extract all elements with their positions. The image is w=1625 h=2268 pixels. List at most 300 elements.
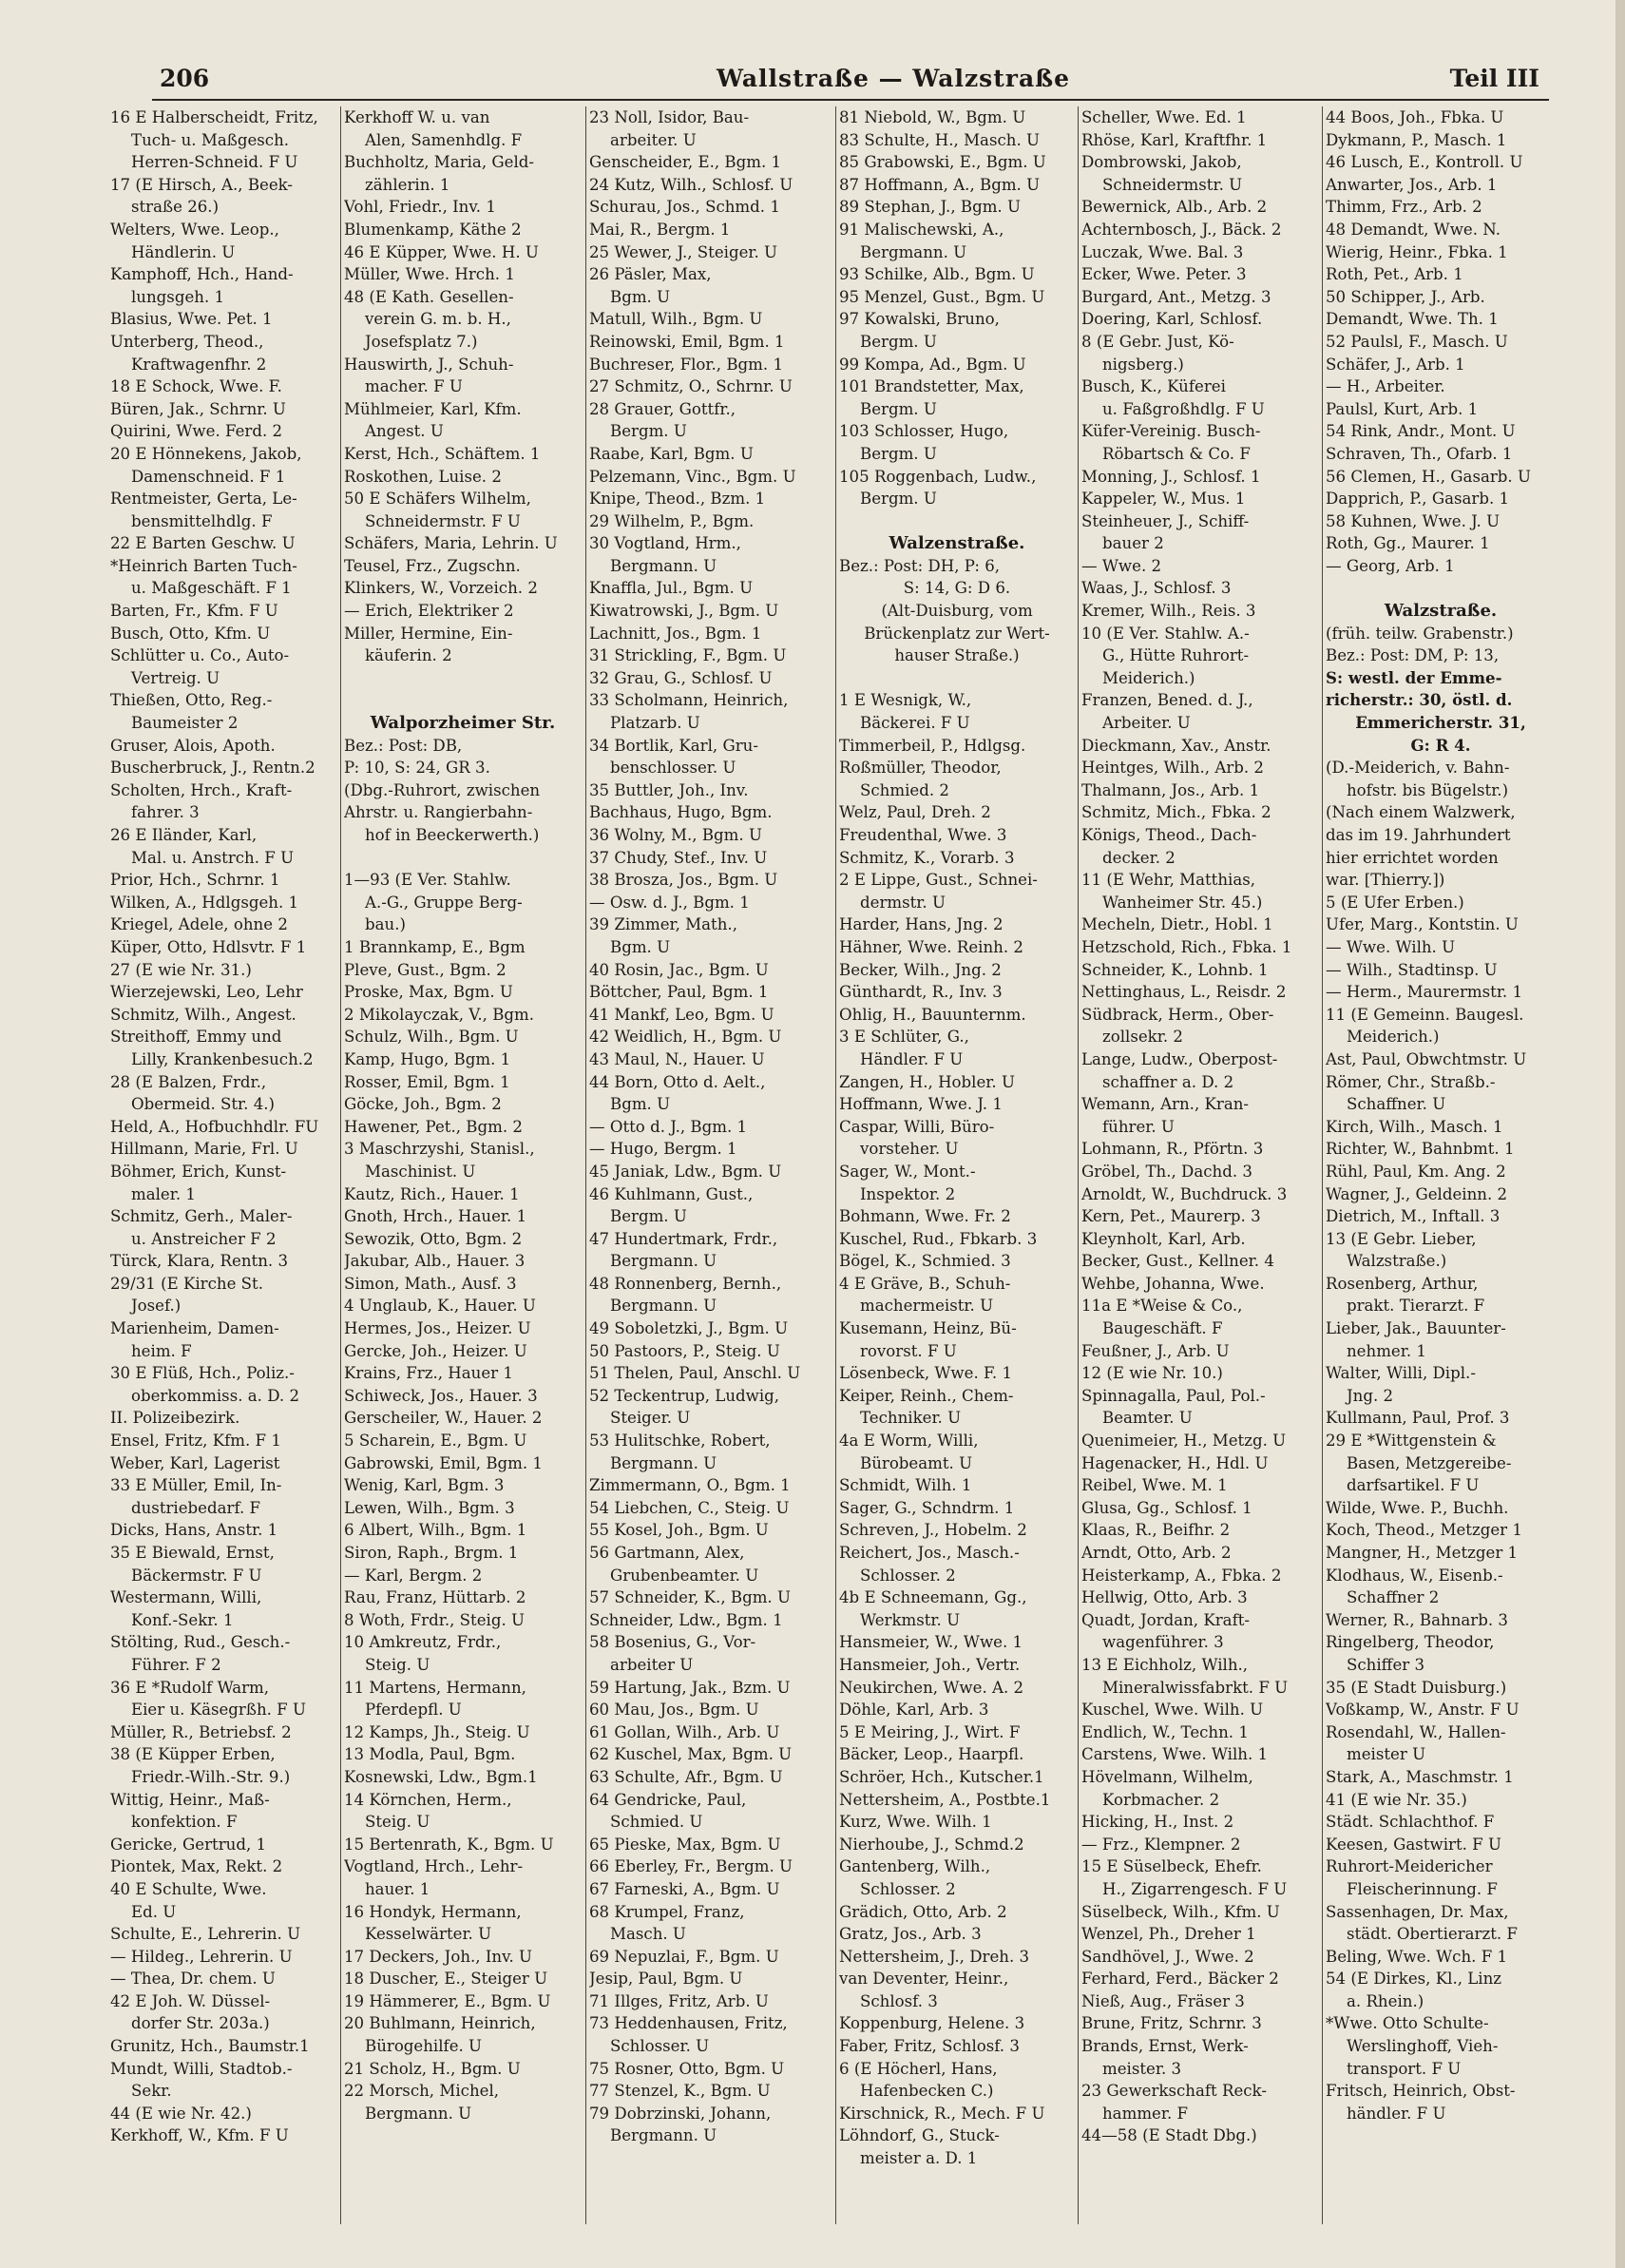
entry-line: Walzstraße.) <box>1347 1252 1447 1271</box>
entry-line: Hillmann, Marie, Frl. U <box>110 1140 298 1159</box>
entry-line: Führer. F 2 <box>131 1655 221 1674</box>
entry-line: Steig. U <box>365 1813 430 1832</box>
entry-line: Gantenberg, Wilh., <box>839 1857 991 1876</box>
entry-line: Alen, Samenhdlg. F <box>365 130 523 149</box>
entry-line: 29/31 (E Kirche St. <box>110 1274 263 1293</box>
entry-line: 32 Grau, G., Schlosf. U <box>589 668 773 687</box>
entry-line: Mühlmeier, Karl, Kfm. <box>344 399 522 418</box>
entry-line: (Nach einem Walzwerk, <box>1326 803 1516 822</box>
entry-line: Döhle, Karl, Arb. 3 <box>839 1701 989 1720</box>
entry-line: 79 Dobrzinski, Johann, <box>589 2104 772 2123</box>
entry-line: Paulsl, Kurt, Arb. 1 <box>1326 399 1479 418</box>
entry-line: Mecheln, Dietr., Hobl. 1 <box>1081 915 1273 934</box>
entry-line: Heisterkamp, A., Fbka. 2 <box>1081 1566 1282 1585</box>
entry-line: 4b E Schneemann, Gg., <box>839 1588 1027 1607</box>
entry-line: — Osw. d. J., Bgm. 1 <box>589 893 750 912</box>
entry-line: Bohmann, Wwe. Fr. 2 <box>839 1207 1011 1226</box>
entry-line: 35 E Biewald, Ernst, <box>110 1544 275 1562</box>
entry-line: 14 Körnchen, Herm., <box>344 1790 512 1809</box>
entry-line: Welters, Wwe. Leop., <box>110 220 279 239</box>
entry-line: — Frz., Klempner. 2 <box>1081 1835 1241 1854</box>
entry-line: 40 Rosin, Jac., Bgm. U <box>589 960 769 979</box>
entry-line: Josef.) <box>131 1297 182 1316</box>
entry-line: Wierig, Heinr., Fbka. 1 <box>1326 242 1508 261</box>
entry-line: 16 Hondyk, Hermann, <box>344 1902 522 1921</box>
entry-line: Bergm. U <box>860 399 937 418</box>
spacer <box>344 847 582 870</box>
entry-line: Vertreig. U <box>131 668 220 687</box>
entry-line: Freudenthal, Wwe. 3 <box>839 826 1007 844</box>
entry-line: Unterberg, Theod., <box>110 332 264 351</box>
entry-line: A.-G., Gruppe Berg- <box>365 893 523 912</box>
entry-line: (D.-Meiderich, v. Bahn- <box>1326 759 1510 778</box>
entry-line: Löhndorf, G., Stuck- <box>839 2126 1000 2145</box>
entry-line: 54 Rink, Andr., Mont. U <box>1326 422 1516 441</box>
entry-line: Werkmstr. U <box>860 1610 961 1629</box>
entry-line: 65 Pieske, Max, Bgm. U <box>589 1835 781 1854</box>
entry-line: Bergmann. U <box>610 1297 717 1316</box>
entry-line: Bewernick, Alb., Arb. 2 <box>1081 198 1268 217</box>
entry-line: Proske, Max, Bgm. U <box>344 983 513 1002</box>
entry-line: Klaas, R., Beifhr. 2 <box>1081 1521 1231 1540</box>
entry-line: Schurau, Jos., Schmd. 1 <box>589 198 780 217</box>
entry-line: Dietrich, M., Inftall. 3 <box>1326 1207 1501 1226</box>
entry-line: Bgm. U <box>610 937 671 956</box>
entry-line: Burgard, Ant., Metzg. 3 <box>1081 287 1271 306</box>
entry-line: Mineralwissfabrkt. F U <box>1102 1678 1289 1697</box>
entry-line: Bachhaus, Hugo, Bgm. <box>589 803 773 822</box>
entry-line: Beamter. U <box>1102 1409 1193 1428</box>
entry-line: 58 Bosenius, G., Vor- <box>589 1633 756 1652</box>
entry-line: Böttcher, Paul, Bgm. 1 <box>589 983 769 1002</box>
entry-line: Schlosser. 2 <box>860 1566 956 1585</box>
entry-line: nigsberg.) <box>1102 355 1184 374</box>
entry-line: Miller, Hermine, Ein- <box>344 624 513 643</box>
entry-line: Vohl, Friedr., Inv. 1 <box>344 198 496 217</box>
entry-line: Blasius, Wwe. Pet. 1 <box>110 310 273 329</box>
entry-line: 99 Kompa, Ad., Bgm. U <box>839 355 1026 374</box>
entry-line: Rhöse, Karl, Kraftfhr. 1 <box>1081 130 1268 149</box>
header-rule <box>152 99 1549 101</box>
entry-line: 54 (E Dirkes, Kl., Linz <box>1326 1970 1502 1989</box>
entry-line: Baugeschäft. F <box>1102 1319 1223 1338</box>
entry-line: nehmer. 1 <box>1347 1341 1426 1360</box>
entry-line: Reichert, Jos., Masch.- <box>839 1544 1020 1562</box>
entry-line: Königs, Theod., Dach- <box>1081 826 1257 844</box>
entry-line: Bez.: Post: DH, P: 6, <box>839 556 1001 575</box>
entry-line: Gerscheiler, W., Hauer. 2 <box>344 1409 543 1428</box>
entry-line: Küper, Otto, Hdlsvtr. F 1 <box>110 937 307 956</box>
entry-line: Wagner, J., Geldeinn. 2 <box>1326 1184 1508 1203</box>
entry-line: Rau, Franz, Hüttarb. 2 <box>344 1588 526 1607</box>
entry-line: 101 Brandstetter, Max, <box>839 377 1024 396</box>
entry-line: benschlosser. U <box>610 759 736 778</box>
entry-line: Ast, Paul, Obwchtmstr. U <box>1326 1049 1527 1068</box>
entry-line: Ed. U <box>131 1902 177 1921</box>
entry-line: 2 E Lippe, Gust., Schnei- <box>839 871 1038 890</box>
entry-line: Brückenplatz zur Wert- <box>864 624 1050 643</box>
entry-line: Kesselwärter. U <box>365 1925 492 1944</box>
entry-line: Klodhaus, W., Eisenb.- <box>1326 1566 1503 1585</box>
entry-line: Werslinghoff, Vieh- <box>1347 2037 1499 2056</box>
entry-line: Schneider, K., Lohnb. 1 <box>1081 960 1269 979</box>
entry-line: 1 Brannkamp, E., Bgm <box>344 937 526 956</box>
entry-line: 45 Janiak, Ldw., Bgm. U <box>589 1162 782 1181</box>
entry-line: Meiderich.) <box>1102 668 1195 687</box>
street-heading: Walporzheimer Str. <box>370 713 556 734</box>
entry-line: Kleynholt, Karl, Arb. <box>1081 1229 1246 1248</box>
entry-line: Koch, Theod., Metzger 1 <box>1326 1521 1522 1540</box>
entry-line: 38 Brosza, Jos., Bgm. U <box>589 871 778 890</box>
entry-line: Kusemann, Heinz, Bü- <box>839 1319 1017 1338</box>
entry-line: — Erich, Elektriker 2 <box>344 602 514 621</box>
entry-line: Klinkers, W., Vorzeich. 2 <box>344 579 538 598</box>
column-divider <box>1322 106 1323 2224</box>
entry-line: Wilken, A., Hdlgsgeh. 1 <box>110 893 299 912</box>
entry-line: Müller, R., Betriebsf. 2 <box>110 1722 292 1741</box>
entry-line: Hicking, H., Inst. 2 <box>1081 1813 1234 1832</box>
entry-line: 29 E *Wittgenstein & <box>1326 1432 1497 1451</box>
entry-line: Mal. u. Anstrch. F U <box>131 848 295 867</box>
entry-line: Gröbel, Th., Dachd. 3 <box>1081 1162 1252 1181</box>
entry-line: Südbrack, Herm., Ober- <box>1081 1005 1274 1024</box>
entry-line: Scholten, Hrch., Kraft- <box>110 780 293 799</box>
entry-line: Ferhard, Ferd., Bäcker 2 <box>1081 1970 1279 1989</box>
entry-line: hof in Beeckerwerth.) <box>365 826 540 844</box>
entry-line: — Wwe. Wilh. U <box>1326 937 1456 956</box>
entry-line: Schmied. 2 <box>860 780 949 799</box>
entry-line: 46 Lusch, E., Kontroll. U <box>1326 153 1523 172</box>
entry-line: — Wilh., Stadtinsp. U <box>1326 960 1498 979</box>
entry-line: Bürobeamt. U <box>860 1453 973 1472</box>
entry-line: Zimmermann, O., Bgm. 1 <box>589 1476 791 1495</box>
entry-line: Bergmann. U <box>610 1453 717 1472</box>
entry-line: Bäckermstr. F U <box>131 1566 262 1585</box>
entry-line: decker. 2 <box>1102 848 1176 867</box>
entry-line: straße 26.) <box>131 198 220 217</box>
entry-line: Göcke, Joh., Bgm. 2 <box>344 1095 502 1114</box>
entry-line: 36 E *Rudolf Warm, <box>110 1678 270 1697</box>
entry-line: 30 E Flüß, Hch., Poliz.- <box>110 1364 295 1383</box>
entry-line: 58 Kuhnen, Wwe. J. U <box>1326 511 1501 530</box>
entry-line: 56 Clemen, H., Gasarb. U <box>1326 467 1531 486</box>
entry-line: — H., Arbeiter. <box>1326 377 1445 396</box>
entry-line: Wanheimer Str. 45.) <box>1102 893 1263 912</box>
entry-line: zählerin. 1 <box>365 175 450 194</box>
entry-line: 47 Hundertmark, Frdr., <box>589 1229 778 1248</box>
entry-line: Becker, Wilh., Jng. 2 <box>839 960 1002 979</box>
entry-line: Faber, Fritz, Schlosf. 3 <box>839 2037 1020 2056</box>
entry-line: 50 E Schäfers Wilhelm, <box>344 490 531 509</box>
entry-line: Thimm, Frz., Arb. 2 <box>1326 198 1482 217</box>
entry-line: Zangen, H., Hobler. U <box>839 1072 1015 1091</box>
entry-line: 51 Thelen, Paul, Anschl. U <box>589 1364 801 1383</box>
entry-line: 39 Zimmer, Math., <box>589 915 737 934</box>
spacer <box>839 510 1075 533</box>
entry-line: 35 (E Stadt Duisburg.) <box>1326 1678 1507 1697</box>
entry-line: Hawener, Pet., Bgm. 2 <box>344 1117 523 1136</box>
entry-line: 26 Päsler, Max, <box>589 265 712 284</box>
column-6 <box>1326 106 1556 2224</box>
entry-line: Schraven, Th., Ofarb. 1 <box>1326 444 1513 463</box>
entry-line: 85 Grabowski, E., Bgm. U <box>839 153 1046 172</box>
entry-line: 1—93 (E Ver. Stahlw. <box>344 871 511 890</box>
spacer <box>839 667 1075 690</box>
entry-line: G., Hütte Ruhrort- <box>1102 646 1250 665</box>
entry-line: Roth, Pet., Arb. 1 <box>1326 265 1463 284</box>
entry-line: 68 Krumpel, Franz, <box>589 1902 745 1921</box>
entry-line: Demandt, Wwe. Th. 1 <box>1326 310 1499 329</box>
entry-line: Jng. 2 <box>1347 1386 1394 1405</box>
entry-line: Böhmer, Erich, Kunst- <box>110 1162 287 1181</box>
entry-line: Händler. F U <box>860 1049 964 1068</box>
entry-line: macher. F U <box>365 377 463 396</box>
entry-line: 38 (E Küpper Erben, <box>110 1745 276 1764</box>
entry-line: Richter, W., Bahnbmt. 1 <box>1326 1140 1515 1159</box>
column-divider <box>1078 106 1079 2224</box>
entry-line: Vogtland, Hrch., Lehr- <box>344 1857 524 1876</box>
entry-line: — Georg, Arb. 1 <box>1326 556 1455 575</box>
entry-line: Dicks, Hans, Anstr. 1 <box>110 1521 278 1540</box>
entry-line: Gratz, Jos., Arb. 3 <box>839 1925 982 1944</box>
entry-line: 2 Mikolayczak, V., Bgm. <box>344 1005 535 1024</box>
entry-line: Glusa, Gg., Schlosf. 1 <box>1081 1498 1252 1517</box>
entry-line: 13 Modla, Paul, Bgm. <box>344 1745 516 1764</box>
entry-line: Bergmann. U <box>610 2126 717 2145</box>
entry-line: händler. F U <box>1347 2104 1446 2123</box>
entry-line: Becker, Gust., Kellner. 4 <box>1081 1252 1274 1271</box>
entry-line: Bgm. U <box>610 1095 671 1114</box>
entry-line: Schmidt, Wilh. 1 <box>839 1476 972 1495</box>
entry-line: Kerkhoff W. u. van <box>344 108 490 126</box>
entry-line: 105 Roggenbach, Ludw., <box>839 467 1037 486</box>
entry-line: 44 Boos, Joh., Fbka. U <box>1326 108 1504 126</box>
entry-line: Jakubar, Alb., Hauer. 3 <box>344 1252 526 1271</box>
entry-line: Maschinist. U <box>365 1162 476 1181</box>
entry-line: Busch, K., Küferei <box>1081 377 1226 396</box>
entry-line: Caspar, Willi, Büro- <box>839 1117 995 1136</box>
entry-line: Welz, Paul, Dreh. 2 <box>839 803 991 822</box>
entry-line: (früh. teilw. Grabenstr.) <box>1326 624 1514 643</box>
entry-line: lungsgeh. 1 <box>131 287 225 306</box>
entry-line: Hövelmann, Wilhelm, <box>1081 1767 1253 1786</box>
entry-line: 25 Wewer, J., Steiger. U <box>589 242 778 261</box>
entry-line: 28 Grauer, Gottfr., <box>589 399 736 418</box>
entry-line: 30 Vogtland, Hrm., <box>589 534 741 553</box>
entry-line: 4a E Worm, Willi, <box>839 1432 979 1451</box>
entry-line: Voßkamp, W., Anstr. F U <box>1326 1701 1520 1720</box>
entry-line: 27 (E wie Nr. 31.) <box>110 960 252 979</box>
entry-line: bensmittelhdlg. F <box>131 511 273 530</box>
entry-line: Lösenbeck, Wwe. F. 1 <box>839 1364 1013 1383</box>
entry-line: 10 Amkreutz, Frdr., <box>344 1633 502 1652</box>
entry-line: *Wwe. Otto Schulte- <box>1326 2014 1489 2033</box>
entry-line: 60 Mau, Jos., Bgm. U <box>589 1701 759 1720</box>
entry-line: Pleve, Gust., Bgm. 2 <box>344 960 507 979</box>
entry-line: Kremer, Wilh., Reis. 3 <box>1081 602 1256 621</box>
entry-line: dorfer Str. 203a.) <box>131 2014 270 2033</box>
entry-line: 52 Teckentrup, Ludwig, <box>589 1386 780 1405</box>
entry-line: Walter, Willi, Dipl.- <box>1326 1364 1476 1383</box>
entry-line: Pelzemann, Vinc., Bgm. U <box>589 467 796 486</box>
page-edge <box>1615 0 1625 2268</box>
entry-line: 12 (E wie Nr. 10.) <box>1081 1364 1223 1383</box>
entry-line: (Alt-Duisburg, vom <box>881 602 1033 621</box>
entry-line: 93 Schilke, Alb., Bgm. U <box>839 265 1035 284</box>
entry-line: Krains, Frz., Hauer 1 <box>344 1364 513 1383</box>
entry-line: heim. F <box>131 1341 192 1360</box>
entry-line: Wilde, Wwe. P., Buchh. <box>1326 1498 1509 1517</box>
entry-line: Keiper, Reinh., Chem- <box>839 1386 1014 1405</box>
entry-line: 41 Mankf, Leo, Bgm. U <box>589 1005 774 1024</box>
entry-line: Piontek, Max, Rekt. 2 <box>110 1857 283 1876</box>
entry-line: Rosenberg, Arthur, <box>1326 1274 1479 1293</box>
entry-line: Carstens, Wwe. Wilh. 1 <box>1081 1745 1269 1764</box>
entry-line: wagenführer. 3 <box>1102 1633 1224 1652</box>
entry-line: — Herm., Maurermstr. 1 <box>1326 983 1523 1002</box>
entry-line: 42 Weidlich, H., Bgm. U <box>589 1028 782 1047</box>
entry-line: Kosnewski, Ldw., Bgm.1 <box>344 1767 538 1786</box>
entry-line: — Wwe. 2 <box>1081 556 1162 575</box>
entry-line: Damenschneid. F 1 <box>131 467 286 486</box>
entry-line: Bergmann. U <box>860 242 967 261</box>
entry-line: 33 E Müller, Emil, In- <box>110 1476 282 1495</box>
entry-line: Barten, Fr., Kfm. F U <box>110 602 278 621</box>
entry-line: Gruser, Alois, Apoth. <box>110 736 276 755</box>
entry-line: schaffner a. D. 2 <box>1102 1072 1234 1091</box>
entry-line: 28 (E Balzen, Frdr., <box>110 1072 267 1091</box>
entry-line: Wemann, Arn., Kran- <box>1081 1095 1250 1114</box>
entry-line: 66 Eberley, Fr., Bergm. U <box>589 1857 793 1876</box>
entry-line: Timmerbeil, P., Hdlgsg. <box>839 736 1026 755</box>
entry-line: Ensel, Fritz, Kfm. F 1 <box>110 1432 281 1451</box>
entry-line: Brands, Ernst, Werk- <box>1081 2037 1249 2056</box>
entry-line: 103 Schlosser, Hugo, <box>839 422 1009 441</box>
entry-line: Lewen, Wilh., Bgm. 3 <box>344 1498 515 1517</box>
entry-line: Mai, R., Bergm. 1 <box>589 220 731 239</box>
entry-line: Nierhoube, J., Schmd.2 <box>839 1835 1024 1854</box>
entry-line: 41 (E wie Nr. 35.) <box>1326 1790 1467 1809</box>
entry-line: Keesen, Gastwirt. F U <box>1326 1835 1501 1854</box>
entry-line: Schneidermstr. U <box>1102 175 1243 194</box>
entry-line: Harder, Hans, Jng. 2 <box>839 915 1004 934</box>
entry-line: 21 Scholz, H., Bgm. U <box>344 2059 521 2078</box>
entry-line: Bez.: Post: DM, P: 13, <box>1326 646 1500 665</box>
entry-line: a. Rhein.) <box>1347 1991 1424 2010</box>
entry-line: Schaffner. U <box>1347 1095 1446 1114</box>
entry-line: Ruhrort-Meidericher <box>1326 1857 1493 1876</box>
entry-line: Römer, Chr., Straßb.- <box>1326 1072 1496 1091</box>
entry-line: meister U <box>1347 1745 1426 1764</box>
entry-line: fahrer. 3 <box>131 803 200 822</box>
entry-line: Emmericherstr. 31, <box>1355 713 1526 733</box>
entry-line: 8 (E Gebr. Just, Kö- <box>1081 332 1234 351</box>
entry-line: 95 Menzel, Gust., Bgm. U <box>839 287 1045 306</box>
column-divider <box>835 106 836 2224</box>
entry-line: 54 Liebchen, C., Steig. U <box>589 1498 790 1517</box>
entry-line: 18 Duscher, E., Steiger U <box>344 1970 548 1989</box>
entry-line: 20 Buhlmann, Heinrich, <box>344 2014 536 2033</box>
entry-line: P: 10, S: 24, GR 3. <box>344 759 490 778</box>
entry-line: Bergm. U <box>860 332 937 351</box>
entry-line: Schlosf. 3 <box>860 1991 938 2010</box>
column-4 <box>839 106 1075 2224</box>
entry-line: bauer 2 <box>1102 534 1164 553</box>
entry-line: Günthardt, R., Inv. 3 <box>839 983 1003 1002</box>
entry-line: 42 E Joh. W. Düssel- <box>110 1991 271 2010</box>
entry-line: Dapprich, P., Gasarb. 1 <box>1326 490 1510 509</box>
entry-line: Ringelberg, Theodor, <box>1326 1633 1495 1652</box>
entry-line: S: westl. der Emme- <box>1326 667 1502 687</box>
entry-line: Nettersheim, J., Dreh. 3 <box>839 1947 1030 1966</box>
entry-line: Steig. U <box>365 1655 430 1674</box>
entry-line: 48 Ronnenberg, Bernh., <box>589 1274 782 1293</box>
entry-line: Kurz, Wwe. Wilh. 1 <box>839 1813 992 1832</box>
entry-line: arbeiter. U <box>610 130 697 149</box>
entry-line: Bergm. U <box>610 1207 687 1226</box>
entry-line: oberkommiss. a. D. 2 <box>131 1386 300 1405</box>
entry-line: Schulte, E., Lehrerin. U <box>110 1925 301 1944</box>
column-3 <box>589 106 832 2224</box>
entry-line: käuferin. 2 <box>365 646 452 665</box>
entry-line: bau.) <box>365 915 406 934</box>
entry-line: 87 Hoffmann, A., Bgm. U <box>839 175 1041 194</box>
entry-line: Reibel, Wwe. M. 1 <box>1081 1476 1228 1495</box>
running-title: Wallstraße — Walzstraße <box>716 65 1071 92</box>
entry-line: hauser Straße.) <box>894 646 1020 665</box>
entry-line: — Karl, Bergm. 2 <box>344 1566 483 1585</box>
entry-line: u. Faßgroßhdlg. F U <box>1102 399 1265 418</box>
entry-line: Held, A., Hofbuchhdlr. FU <box>110 1117 319 1136</box>
entry-line: Mundt, Willi, Stadtob.- <box>110 2059 293 2078</box>
entry-line: 46 E Küpper, Wwe. H. U <box>344 242 539 261</box>
entry-line: Wierzejewski, Leo, Lehr <box>110 983 303 1002</box>
entry-line: 10 (E Ver. Stahlw. A.- <box>1081 624 1250 643</box>
entry-line: Stölting, Rud., Gesch.- <box>110 1633 291 1652</box>
entry-line: 15 E Süselbeck, Ehefr. <box>1081 1857 1262 1876</box>
entry-line: Spinnagalla, Paul, Pol.- <box>1081 1386 1266 1405</box>
entry-line: 12 Kamps, Jh., Steig. U <box>344 1722 530 1741</box>
entry-line: Schiweck, Jos., Hauer. 3 <box>344 1386 538 1405</box>
entry-line: 8 Woth, Frdr., Steig. U <box>344 1610 525 1629</box>
entry-line: 17 (E Hirsch, A., Beek- <box>110 175 294 194</box>
entry-line: 52 Paulsl, F., Masch. U <box>1326 332 1508 351</box>
entry-line: 11 Martens, Hermann, <box>344 1678 526 1697</box>
entry-line: Buchholtz, Maria, Geld- <box>344 153 534 172</box>
entry-line: Sassenhagen, Dr. Max, <box>1326 1902 1509 1921</box>
entry-line: Jesip, Paul, Bgm. U <box>589 1970 743 1989</box>
entry-line: Schäfer, J., Arb. 1 <box>1326 355 1465 374</box>
entry-line: Kerst, Hch., Schäftem. 1 <box>344 444 541 463</box>
entry-line: Franzen, Bened. d. J., <box>1081 691 1253 710</box>
entry-line: war. [Thierry.]) <box>1326 871 1445 890</box>
entry-line: 6 Albert, Wilh., Bgm. 1 <box>344 1521 527 1540</box>
entry-line: Gabrowski, Emil, Bgm. 1 <box>344 1453 543 1472</box>
entry-line: 24 Kutz, Wilh., Schlosf. U <box>589 175 793 194</box>
entry-line: Schröer, Hch., Kutscher.1 <box>839 1767 1044 1786</box>
entry-line: Dieckmann, Xav., Anstr. <box>1081 736 1271 755</box>
spacer <box>1326 577 1556 600</box>
entry-line: Anwarter, Jos., Arb. 1 <box>1326 175 1498 194</box>
entry-line: 53 Hulitschke, Robert, <box>589 1432 771 1451</box>
entry-line: Schmitz, Mich., Fbka. 2 <box>1081 803 1271 822</box>
entry-line: Kamphoff, Hch., Hand- <box>110 265 294 284</box>
entry-line: Süselbeck, Wilh., Kfm. U <box>1081 1902 1280 1921</box>
entry-line: 29 Wilhelm, P., Bgm. <box>589 511 755 530</box>
entry-line: 61 Gollan, Wilh., Arb. U <box>589 1722 780 1741</box>
entry-line: Herren-Schneid. F U <box>131 153 298 172</box>
entry-line: Achternbosch, J., Bäck. 2 <box>1081 220 1282 239</box>
